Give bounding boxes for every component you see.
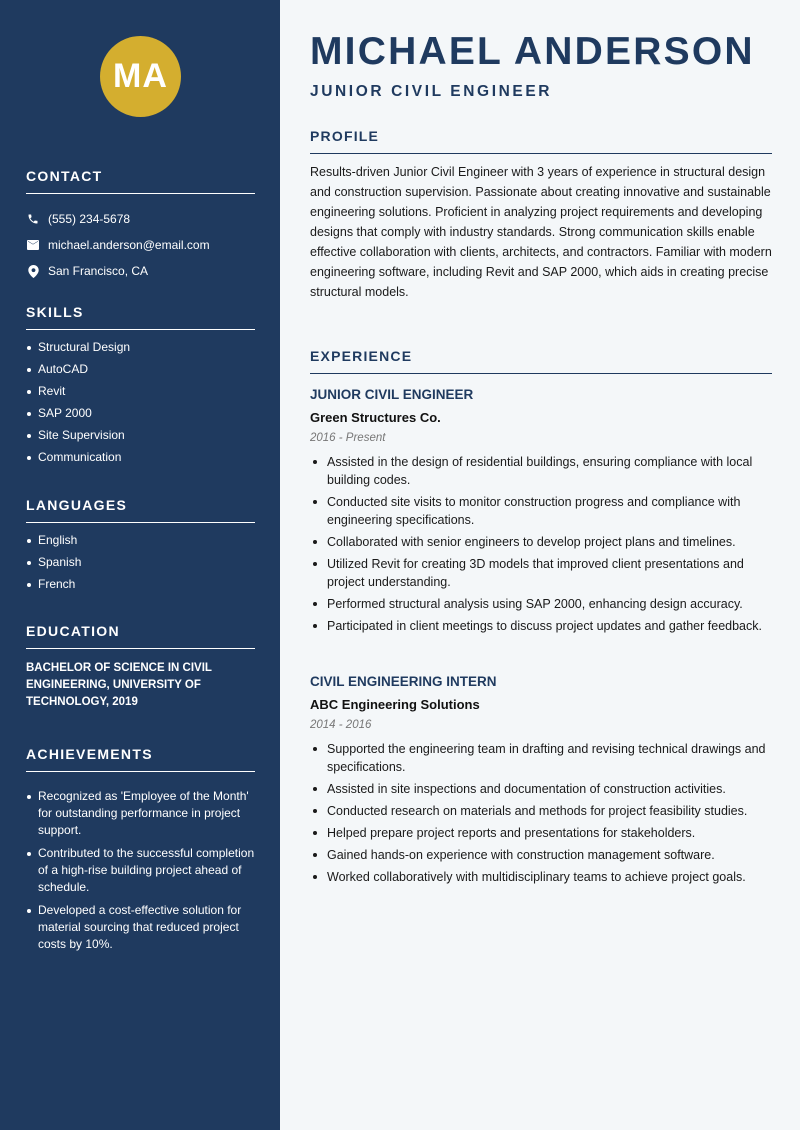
avatar [100, 36, 181, 117]
language-item: Spanish [26, 555, 255, 570]
job-dates: 2016 - Present [310, 432, 386, 444]
contact-email [26, 232, 255, 258]
job-bullet: Utilized Revit for creating 3D models that improved client presentations and project understanding. [310, 555, 772, 591]
achievement-item: Recognized as 'Employee of the Month' for outstanding performance in project support. [26, 788, 255, 839]
job-entry [310, 387, 772, 639]
experience-section [310, 348, 772, 374]
contact-email-text: michael.anderson@email.com [48, 238, 210, 252]
candidate-title: JUNIOR CIVIL ENGINEER [310, 83, 553, 100]
achievement-item: Contributed to the successful completion of a high-rise building project ahead of schedule. [26, 845, 255, 896]
email-icon [26, 238, 40, 252]
skills-list [26, 340, 255, 465]
profile-section [310, 128, 772, 302]
education-degree: BACHELOR OF SCIENCE IN CIVIL ENGINEERING, UNIVERSITY OF TECHNOLOGY, 2019 [26, 662, 212, 708]
sidebar [0, 0, 280, 1130]
job-bullet: Conducted site visits to monitor construction progress and compliance with engineering specifications. [310, 493, 772, 529]
languages-list [26, 533, 255, 592]
achievements-heading: ACHIEVEMENTS [26, 746, 255, 772]
skills-section [26, 304, 255, 472]
job-bullet: Supported the engineering team in drafting and revising technical drawings and specifications. [310, 740, 772, 776]
avatar-initials: MA [113, 57, 168, 95]
contact-heading: CONTACT [26, 168, 255, 194]
phone-icon [26, 212, 40, 226]
job-bullet: Collaborated with senior engineers to develop project plans and timelines. [310, 533, 772, 551]
contact-list [26, 206, 255, 284]
language-item: English [26, 533, 255, 548]
skill-item: Communication [26, 450, 255, 465]
job-bullet: Worked collaboratively with multidisciplinary teams to achieve project goals. [310, 868, 772, 886]
achievements-section [26, 746, 255, 959]
job-bullets [310, 453, 772, 635]
skill-item: Revit [26, 384, 255, 399]
achievement-item: Developed a cost-effective solution for material sourcing that reduced project costs by 10%. [26, 902, 255, 953]
job-bullets [310, 740, 772, 886]
contact-location [26, 258, 255, 284]
job-company: ABC Engineering Solutions [310, 697, 480, 712]
job-bullet: Performed structural analysis using SAP 2000, enhancing design accuracy. [310, 595, 772, 613]
job-bullet: Helped prepare project reports and presentations for stakeholders. [310, 824, 772, 842]
job-bullet: Assisted in site inspections and documentation of construction activities. [310, 780, 772, 798]
location-pin-icon [26, 264, 40, 278]
profile-text: Results-driven Junior Civil Engineer with 3 years of experience in structural design and construction supervision. Passionate about creating innovative and sustainable engineering solutions. Proficient in analyzing project requirements and developing designs that comply with industry standards. Strong communication skills enable effective collaboration with clients, architects, and contractors. Familiar with modern engineering software, including Revit and SAP 2000, which aids in creating precise structural models. [310, 165, 772, 299]
language-item: French [26, 577, 255, 592]
skill-item: Site Supervision [26, 428, 255, 443]
job-title: CIVIL ENGINEERING INTERN [310, 674, 497, 689]
job-company: Green Structures Co. [310, 410, 441, 425]
job-bullet: Participated in client meetings to discuss project updates and gather feedback. [310, 617, 772, 635]
contact-phone [26, 206, 255, 232]
profile-heading: PROFILE [310, 128, 772, 154]
job-title: JUNIOR CIVIL ENGINEER [310, 387, 474, 402]
skill-item: Structural Design [26, 340, 255, 355]
contact-location-text: San Francisco, CA [48, 264, 149, 278]
job-bullet: Gained hands-on experience with construction management software. [310, 846, 772, 864]
achievements-list [26, 788, 255, 953]
contact-section [26, 168, 255, 284]
languages-section [26, 497, 255, 599]
job-bullet: Assisted in the design of residential buildings, ensuring compliance with local building codes. [310, 453, 772, 489]
skills-heading: SKILLS [26, 304, 255, 330]
languages-heading: LANGUAGES [26, 497, 255, 523]
experience-heading: EXPERIENCE [310, 348, 772, 374]
skill-item: AutoCAD [26, 362, 255, 377]
candidate-name: MICHAEL ANDERSON [310, 30, 755, 73]
skill-item: SAP 2000 [26, 406, 255, 421]
job-dates: 2014 - 2016 [310, 719, 372, 731]
job-entry [310, 674, 772, 890]
education-section [26, 623, 255, 711]
education-heading: EDUCATION [26, 623, 255, 649]
job-bullet: Conducted research on materials and methods for project feasibility studies. [310, 802, 772, 820]
contact-phone-text: (555) 234-5678 [48, 212, 131, 226]
